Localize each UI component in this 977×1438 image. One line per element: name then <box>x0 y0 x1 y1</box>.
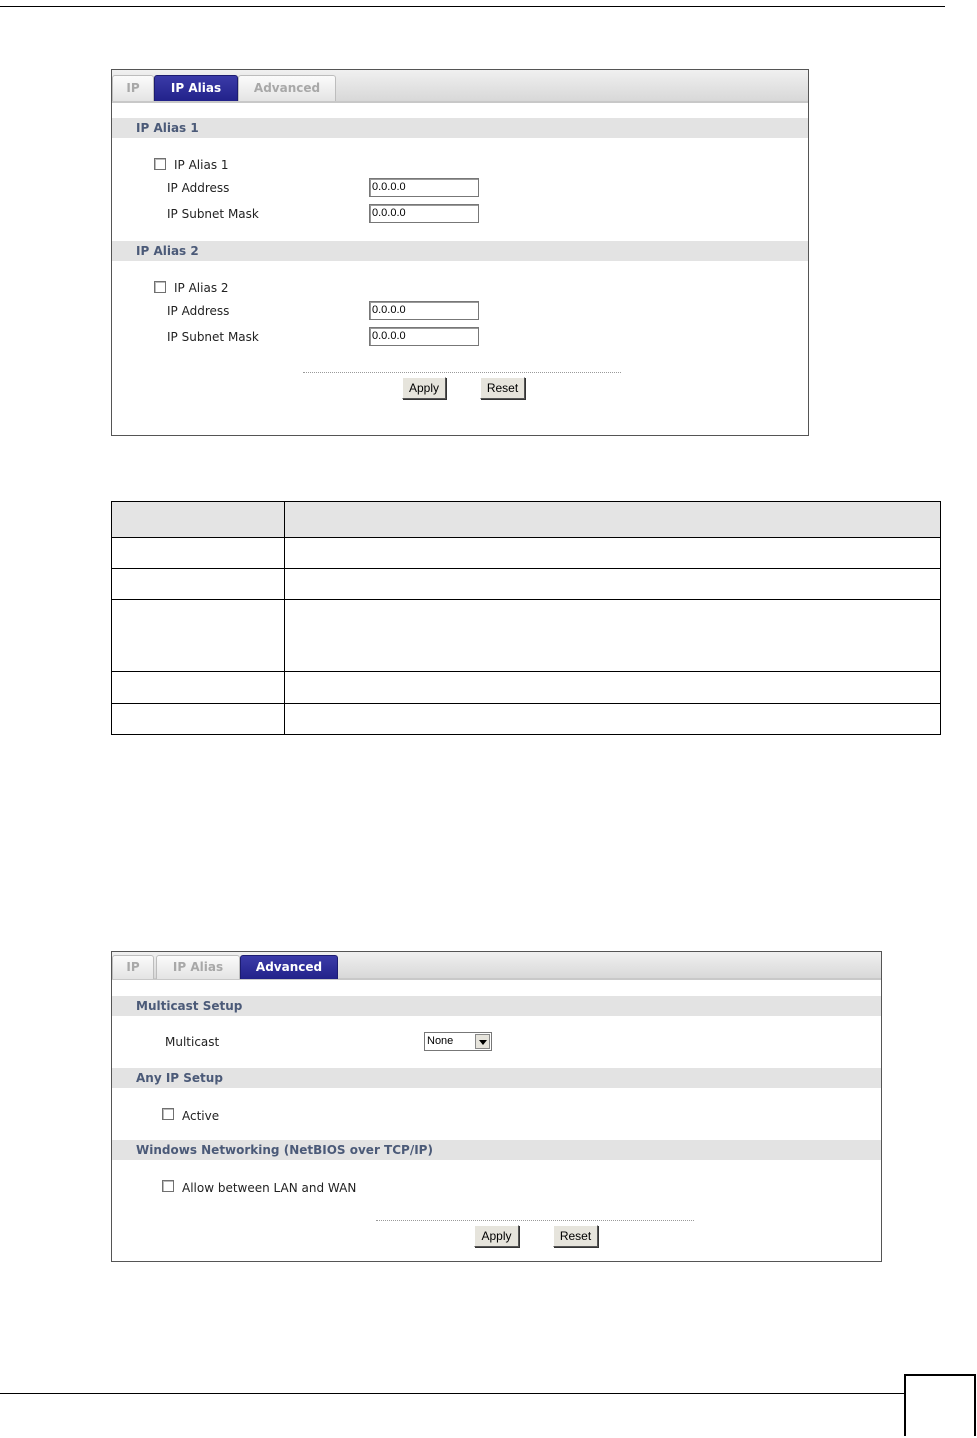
tab-advanced[interactable]: Advanced <box>238 75 336 101</box>
subnet-mask-1-label: IP Subnet Mask <box>167 207 259 221</box>
table-row <box>112 672 941 704</box>
footer-rule <box>0 1393 905 1394</box>
subnet-mask-2-input[interactable]: 0.0.0.0 <box>369 327 479 346</box>
table-row <box>112 704 941 735</box>
allow-lan-wan-label: Allow between LAN and WAN <box>182 1181 357 1195</box>
active-checkbox[interactable] <box>162 1108 174 1120</box>
table-header-row <box>112 502 941 538</box>
field-description-table <box>111 501 941 735</box>
tab-advanced[interactable]: Advanced <box>240 955 338 979</box>
tab-ip[interactable]: IP <box>112 955 154 979</box>
section-any-ip-setup: Any IP Setup <box>112 1068 881 1088</box>
tab-ip-alias[interactable]: IP Alias <box>154 75 238 101</box>
apply-button[interactable]: Apply <box>474 1225 519 1247</box>
section-ip-alias-2: IP Alias 2 <box>112 241 808 261</box>
ip-alias-2-label: IP Alias 2 <box>174 281 229 295</box>
multicast-select[interactable] <box>424 1032 492 1051</box>
table-row <box>112 538 941 569</box>
ip-address-1-label: IP Address <box>167 181 230 195</box>
table-row <box>112 600 941 672</box>
tab-ip[interactable]: IP <box>112 75 154 101</box>
subnet-mask-1-input[interactable]: 0.0.0.0 <box>369 204 479 223</box>
table-row <box>112 569 941 600</box>
ip-address-2-label: IP Address <box>167 304 230 318</box>
section-windows-networking: Windows Networking (NetBIOS over TCP/IP) <box>112 1140 881 1160</box>
tab-ip-alias[interactable]: IP Alias <box>156 955 240 979</box>
allow-lan-wan-checkbox[interactable] <box>162 1180 174 1192</box>
page-number-box <box>904 1374 976 1436</box>
ip-alias-1-label: IP Alias 1 <box>174 158 229 172</box>
ip-alias-2-checkbox[interactable] <box>154 281 166 293</box>
section-ip-alias-1: IP Alias 1 <box>112 118 808 138</box>
section-multicast-setup: Multicast Setup <box>112 996 881 1016</box>
reset-button[interactable]: Reset <box>553 1225 598 1247</box>
ip-alias-1-checkbox[interactable] <box>154 158 166 170</box>
tab-bar <box>112 952 881 980</box>
ip-address-2-input[interactable]: 0.0.0.0 <box>369 301 479 320</box>
ip-alias-screen <box>111 69 809 436</box>
reset-button[interactable]: Reset <box>480 377 525 399</box>
multicast-value: None <box>427 1035 454 1047</box>
apply-button[interactable]: Apply <box>402 377 446 399</box>
active-label: Active <box>182 1109 220 1123</box>
header-rule <box>0 6 945 7</box>
subnet-mask-2-label: IP Subnet Mask <box>167 330 259 344</box>
tab-bar <box>112 70 808 103</box>
chevron-down-icon[interactable] <box>475 1034 490 1049</box>
ip-address-1-input[interactable]: 0.0.0.0 <box>369 178 479 197</box>
advanced-screen <box>111 951 882 1262</box>
divider <box>376 1220 694 1221</box>
divider <box>303 372 621 373</box>
multicast-label: Multicast <box>165 1035 220 1049</box>
